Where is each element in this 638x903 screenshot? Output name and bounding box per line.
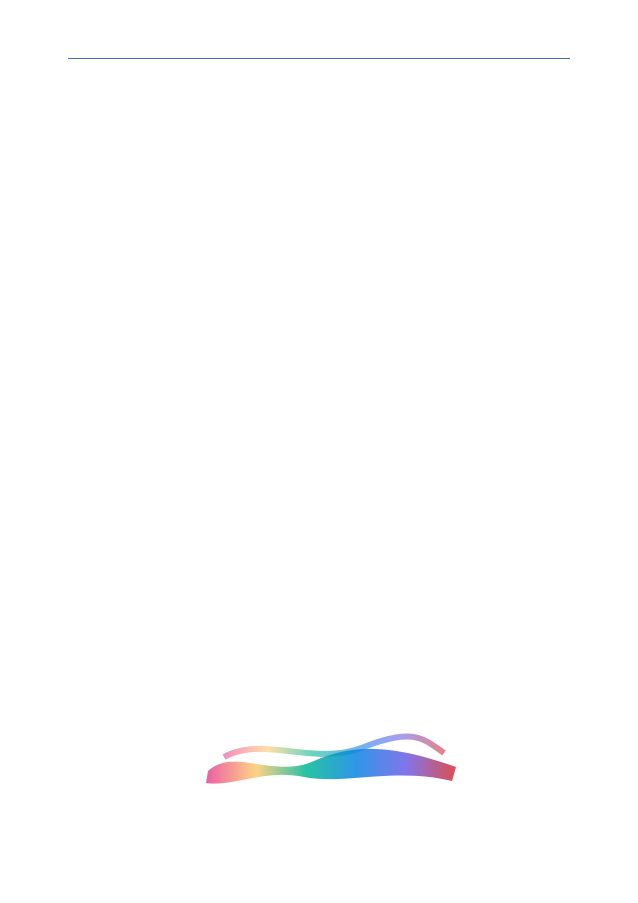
header-rule [68,58,570,59]
thank-you-image [194,727,470,787]
